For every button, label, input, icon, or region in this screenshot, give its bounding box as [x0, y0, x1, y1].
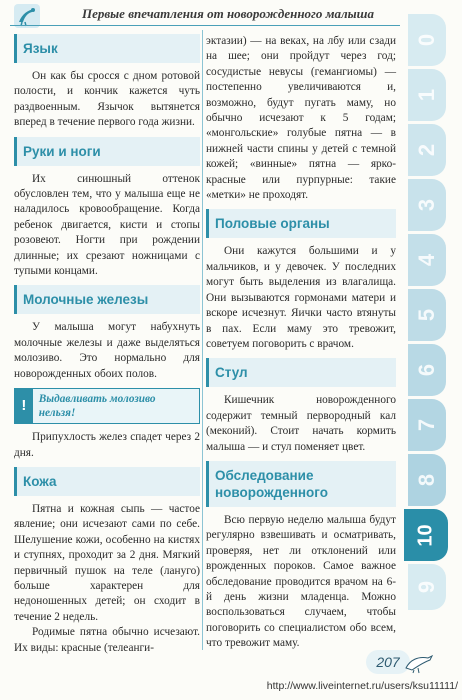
paragraph: Кишечник новорожденного содержит темный первородный кал (меконий). Стоит начать кормить малыша — и стул поменяет цвет. [206, 394, 396, 453]
chapter-tab-7[interactable]: 7 [408, 399, 446, 451]
stork-icon [404, 652, 434, 674]
paragraph-continued: эктазии) — на веках, на лбу или сзади на шее; они пройдут через год; сосудистые невусы (гемангиомы) — постепенно увеличиваются и, возможно, будут пугать маму, но обычно исчезают к 5 годам; «монгольские» голубые пятна — в нижней части спины у детей с темной кожей; «винные» пятна — ярко-красные или пурпурные: такие «метки» не проходят. [206, 35, 396, 202]
warning-callout [14, 388, 200, 424]
left-column [14, 28, 200, 656]
warning-text: Выдавливать молозиво нельзя! [38, 393, 156, 420]
section-heading-examination: Обследование новорожденного [206, 461, 396, 507]
paragraph: У малыша могут набухнуть молочные железы и даже выделяться молозиво. Это нормально для новорожденных обоих полов. [14, 321, 200, 380]
paragraph: Родимые пятна обычно исчезают. Их виды: красные (телеанги- [14, 626, 200, 654]
section-genitals [206, 209, 396, 352]
header-rule [10, 25, 400, 26]
section-tongue [14, 34, 200, 131]
paragraph: Пятна и кожная сыпь — частое явление; они исчезают сами по себе. Шелушение кожи, особенно на кистях и ступнях, проходит за 2 дня. Мягкий первичный пушок на теле (лануго) больше характерен для недоношенных детей; он сходит в течение 2 недель. [14, 502, 200, 623]
chapter-tab-4[interactable]: 4 [408, 234, 446, 286]
chapter-tab-10-active[interactable]: 10 [404, 509, 448, 561]
paragraph: Они кажутся большими и у мальчиков, и у девочек. У последних могут быть выделения из влагалища. Они вызываются гормонами матери и вскоре исчезнут. Яички часто втянуты в пах. Если маму это тревожит, советуем поговорить с врачом. [206, 245, 396, 350]
section-heading-hands-feet: Руки и ноги [14, 137, 200, 166]
section-hands-feet [14, 137, 200, 280]
paragraph: Всю первую неделю малыша будут регулярно взвешивать и осматривать, проверяя, нет ли отклонений или врожденных пороков. Самое важное обследование проводится врачом на 6-й день жизни младенца. Можно воспользоваться случаем, чтобы поговорить со специалистом обо всем, что тревожит маму. [206, 513, 396, 650]
chapter-tab-3[interactable]: 3 [408, 179, 446, 231]
right-column [206, 28, 396, 652]
chapter-tab-1[interactable]: 1 [408, 69, 446, 121]
section-heading-mammary-glands: Молочные железы [14, 285, 200, 314]
chapter-tab-8[interactable]: 8 [408, 454, 446, 506]
chapter-tab-2[interactable]: 2 [408, 124, 446, 176]
exclamation-icon: ! [15, 389, 33, 423]
section-stool [206, 358, 396, 455]
chapter-tab-6[interactable]: 6 [408, 344, 446, 396]
header-title: Первые впечатления от новорожденного малыша [81, 6, 375, 21]
chapter-tab-9[interactable]: 9 [408, 564, 446, 610]
section-heading-tongue: Язык [14, 34, 200, 63]
chapter-tab-5[interactable]: 5 [408, 289, 446, 341]
section-heading-skin: Кожа [14, 467, 200, 496]
paragraph: Он как бы сросся с дном ротовой полости, и кончик кажется чуть раздвоенным. Язычок вытянется вперед в течение первого года жизни. [14, 70, 200, 129]
source-url[interactable]: http://www.liveinternet.ru/users/ksu11111/ [266, 680, 458, 692]
column-divider [202, 30, 203, 650]
paragraph: Припухлость желез спадет через 2 дня. [14, 431, 200, 459]
section-heading-genitals: Половые органы [206, 209, 396, 238]
section-examination [206, 461, 396, 652]
paragraph: Их синюшный оттенок обусловлен тем, что у малыша еще не наладилось кровообращение. Когда ребенок двигается, кисти и стопы розовеют. Ногти при рождении длинные; их срезают ножницами с тупыми концами. [14, 172, 200, 278]
page-header [14, 4, 402, 26]
section-skin [14, 467, 200, 656]
chapter-tab-0[interactable]: 0 [408, 14, 446, 66]
section-mammary-glands [14, 285, 200, 460]
section-heading-stool: Стул [206, 358, 396, 387]
page-number: 207 [366, 650, 410, 674]
